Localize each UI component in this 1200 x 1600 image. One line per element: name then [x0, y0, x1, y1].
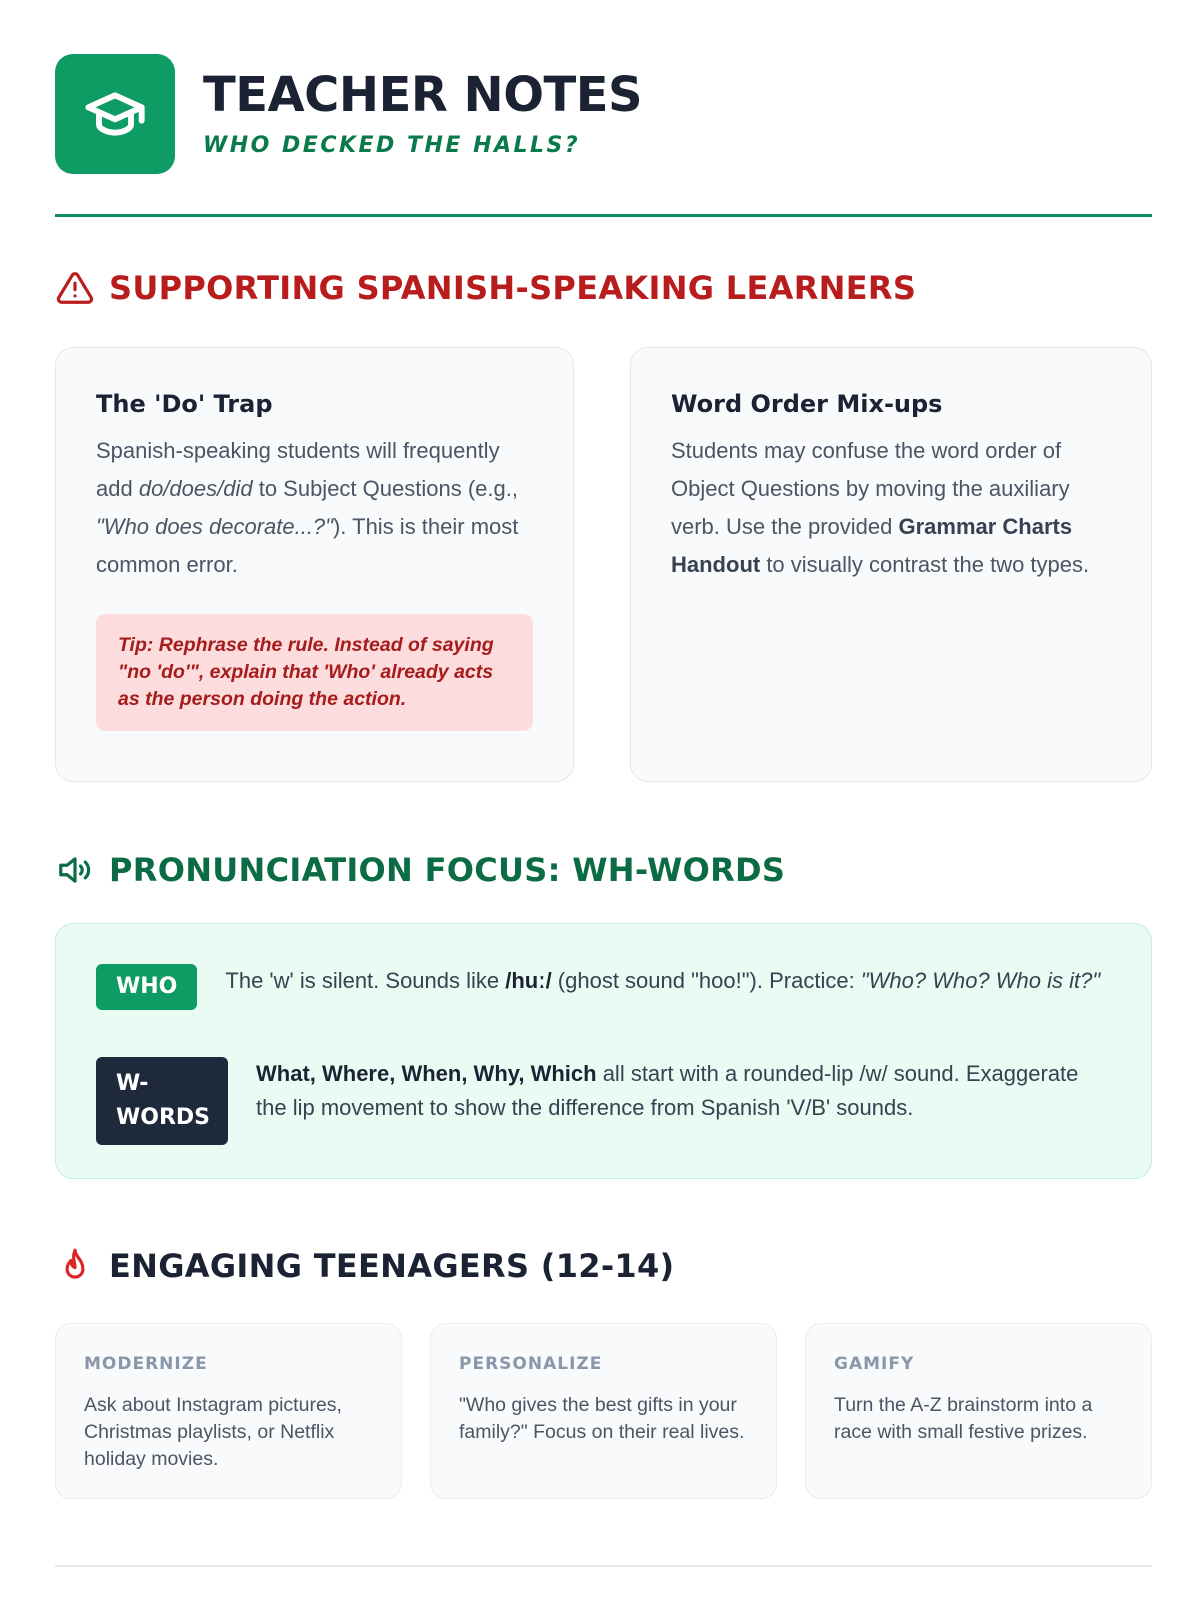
page-title: TEACHER NOTES: [203, 66, 643, 123]
card-do-trap: [55, 347, 574, 782]
tip-card-modernize: [55, 1323, 402, 1499]
badge-w-words: W-WORDS: [96, 1057, 228, 1145]
card-title: Word Order Mix-ups: [671, 390, 943, 418]
section-title: PRONUNCIATION FOCUS: WH-WORDS: [109, 851, 786, 889]
logo-badge: [55, 54, 175, 174]
tip-card-label: MODERNIZE: [84, 1354, 208, 1374]
card-body: Spanish-speaking students will frequently add do/does/did to Subject Questions (e.g., "Who does decorate...?"). This is their most common error.: [96, 438, 519, 577]
pronunciation-text: What, Where, When, Why, Which all start with a rounded-lip /w/ sound. Exaggerate the lip movement to show the difference from Spanish 'V/B' sounds.: [256, 1061, 1079, 1120]
speaker-icon: [55, 850, 95, 890]
tip-card-text: Turn the A-Z brainstorm into a race with small festive prizes.: [834, 1394, 1093, 1443]
pronunciation-panel: [55, 923, 1152, 1179]
tip-card-text: "Who gives the best gifts in your family?" Focus on their real lives.: [459, 1394, 745, 1443]
pronunciation-row-w-words: [96, 1057, 1106, 1145]
card-word-order: [630, 347, 1152, 782]
pronunciation-text: The 'w' is silent. Sounds like /huː/ (ghost sound "hoo!"). Practice: "Who? Who? Who is it?": [225, 968, 1101, 993]
tip-card-personalize: [430, 1323, 777, 1499]
section-heading-spanish: [55, 268, 916, 308]
tip-card-text: Ask about Instagram pictures, Christmas playlists, or Netflix holiday movies.: [84, 1394, 342, 1470]
section-title: ENGAGING TEENAGERS (12-14): [109, 1247, 675, 1285]
warning-triangle-icon: [55, 268, 95, 308]
card-body: Students may confuse the word order of Object Questions by moving the auxiliary verb. Use the provided Grammar Charts Handout to visually contrast the two types.: [671, 438, 1090, 577]
card-title: The 'Do' Trap: [96, 390, 273, 418]
section-title: SUPPORTING SPANISH-SPEAKING LEARNERS: [109, 269, 917, 307]
badge-who: WHO: [96, 964, 197, 1010]
page-subtitle: WHO DECKED THE HALLS?: [203, 132, 581, 158]
flame-icon: [55, 1246, 95, 1286]
tip-box: Tip: Rephrase the rule. Instead of saying "no 'do'", explain that 'Who' already acts as the person doing the action.: [96, 614, 533, 731]
section-heading-teens: [55, 1246, 674, 1286]
header-divider: [55, 214, 1152, 217]
page-header: [55, 54, 642, 174]
section-heading-pronunciation: [55, 850, 785, 890]
footer-divider: [55, 1565, 1152, 1567]
tip-card-gamify: [805, 1323, 1152, 1499]
graduation-cap-icon: [83, 82, 147, 146]
pronunciation-row-who: [96, 964, 1106, 1010]
tip-card-label: GAMIFY: [834, 1354, 915, 1374]
tip-card-label: PERSONALIZE: [459, 1354, 603, 1374]
